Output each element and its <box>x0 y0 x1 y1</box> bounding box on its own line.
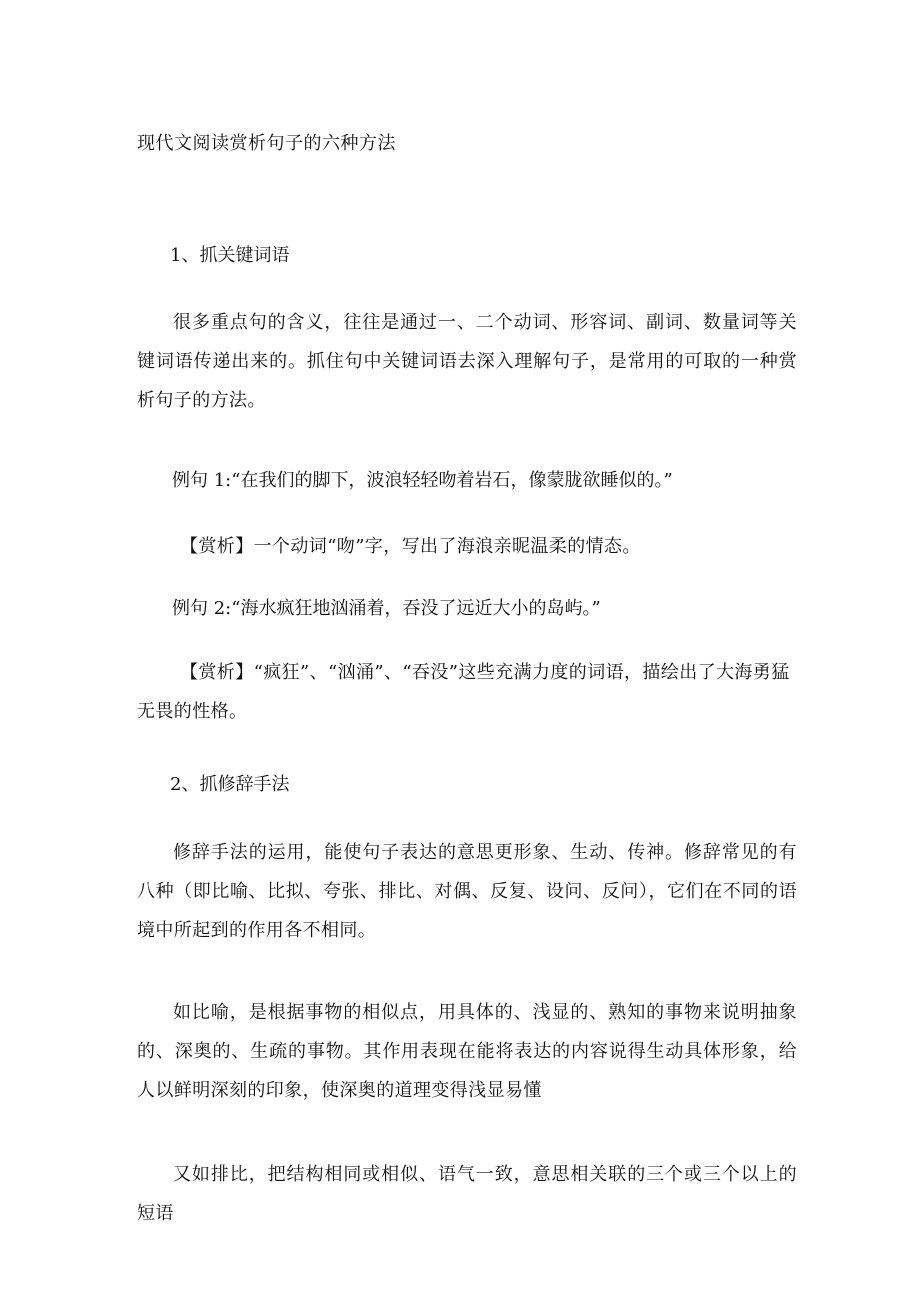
example-sentence-2: 例句 2:“海水疯狂地汹涌着，吞没了远近大小的岛屿。” <box>172 598 601 619</box>
section-2-metaphor-paragraph: 如比喻，是根据事物的相似点，用具体的、浅显的、熟知的事物来说明抽象的、深奥的、生疏的事物。其作用表现在能将表达的内容说得生动具体形象，给人以鲜明深刻的印象，使深奥的道理变得浅显易懂 <box>137 1002 797 1101</box>
section-heading-2: 2、抓修辞手法 <box>170 774 290 795</box>
analysis-1: 【赏析】一个动词“吻”字，写出了海浪亲昵温柔的情态。 <box>180 536 641 557</box>
section-heading-1: 1、抓关键词语 <box>170 245 290 266</box>
analysis-2: 【赏析】“疯狂”、“汹涌”、“吞没”这些充满力度的词语，描绘出了大海勇猛无畏的性格。 <box>137 662 790 722</box>
example-sentence-1: 例句 1:“在我们的脚下，波浪轻轻吻着岩石，像蒙胧欲睡似的。” <box>172 470 673 491</box>
document-title: 现代文阅读赏析句子的六种方法 <box>137 133 396 154</box>
section-1-intro: 很多重点句的含义，往往是通过一、二个动词、形容词、副词、数量词等关键词语传递出来的。抓住句中关键词语去深入理解句子，是常用的可取的一种赏析句子的方法。 <box>137 312 797 411</box>
section-2-parallelism-paragraph: 又如排比，把结构相同或相似、语气一致，意思相关联的三个或三个以上的短语 <box>137 1164 797 1224</box>
section-2-intro: 修辞手法的运用，能使句子表达的意思更形象、生动、传神。修辞常见的有八种（即比喻、比拟、夸张、排比、对偶、反复、设问、反问），它们在不同的语境中所起到的作用各不相同。 <box>137 842 797 941</box>
